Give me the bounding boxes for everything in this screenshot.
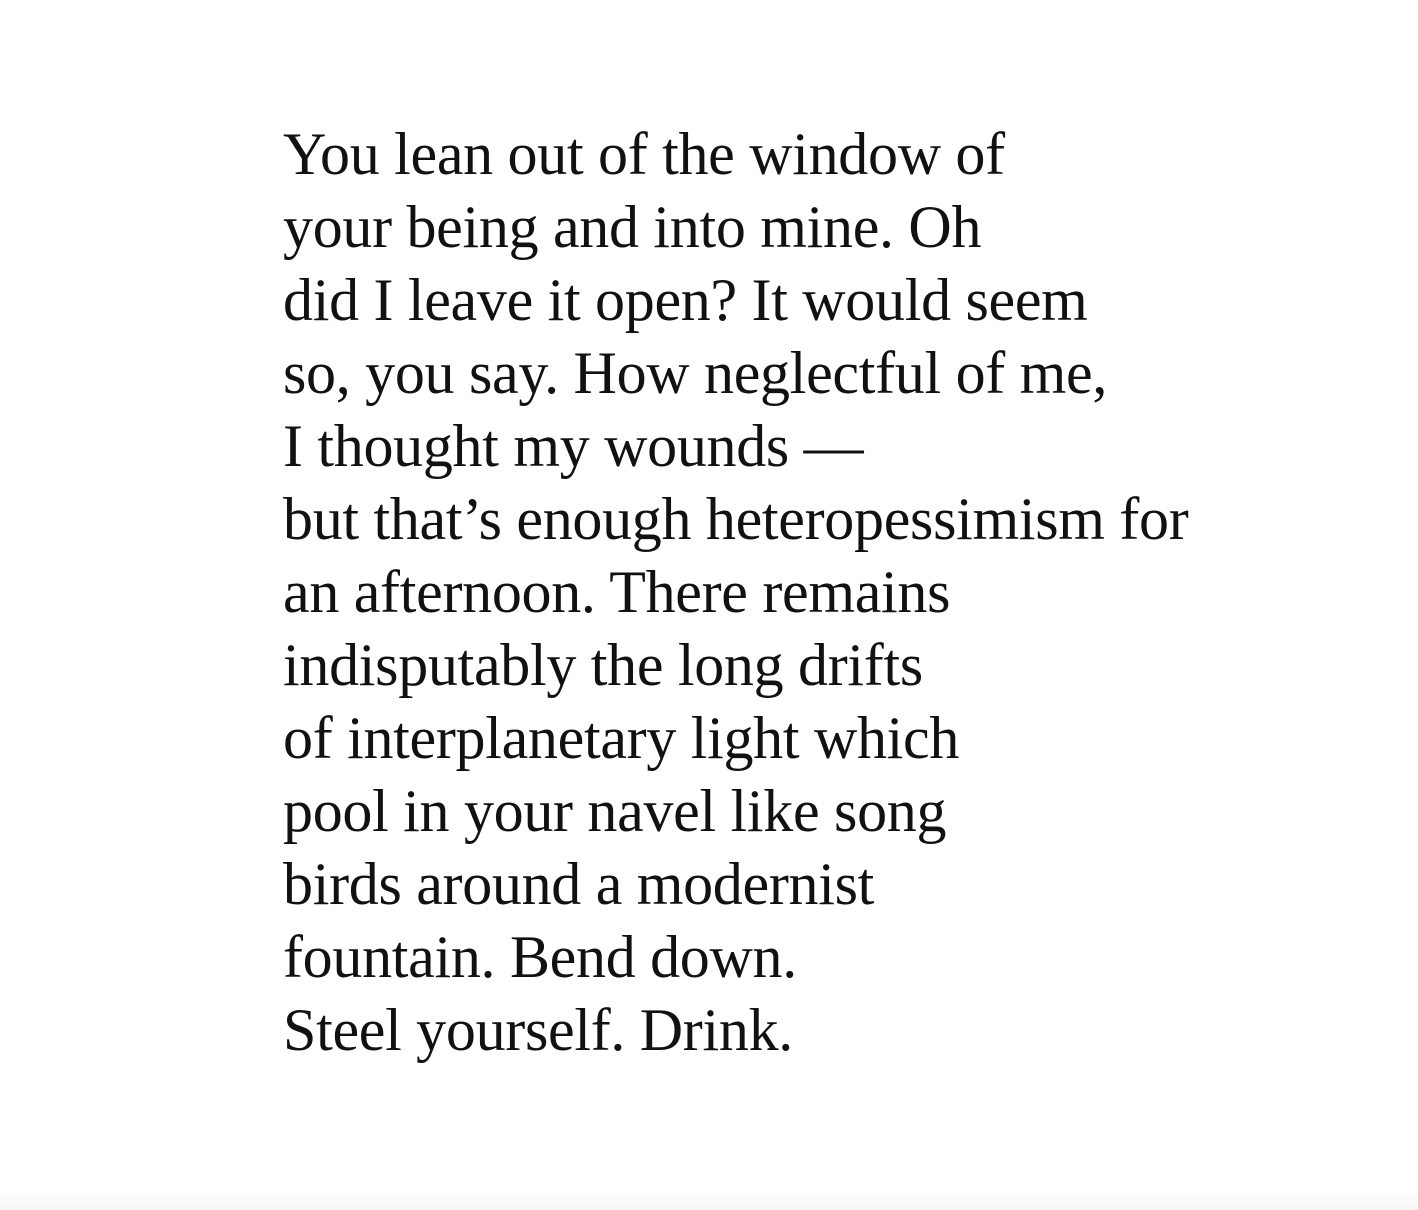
poem-line: your being and into mine. Oh <box>283 194 982 260</box>
poem-line: an afternoon. There remains <box>283 559 951 625</box>
poem-text <box>283 118 1383 1067</box>
poem-line: birds around a modernist <box>283 851 875 917</box>
poem-line: so, you say. How neglectful of me, <box>283 340 1108 406</box>
poem-line: of interplanetary light which <box>283 705 960 771</box>
poem-line: Steel yourself. Drink. <box>283 997 793 1063</box>
poem-line: pool in your navel like song <box>283 778 947 844</box>
poem-line: You lean out of the window of <box>283 121 1005 187</box>
poem-line: fountain. Bend down. <box>283 924 797 990</box>
bottom-edge-shadow <box>0 1188 1418 1210</box>
poem-line: did I leave it open? It would seem <box>283 267 1088 333</box>
poem-line: I thought my wounds — <box>283 413 864 479</box>
poem-line: but that’s enough heteropessimism for <box>283 486 1189 552</box>
poem-line: indisputably the long drifts <box>283 632 923 698</box>
